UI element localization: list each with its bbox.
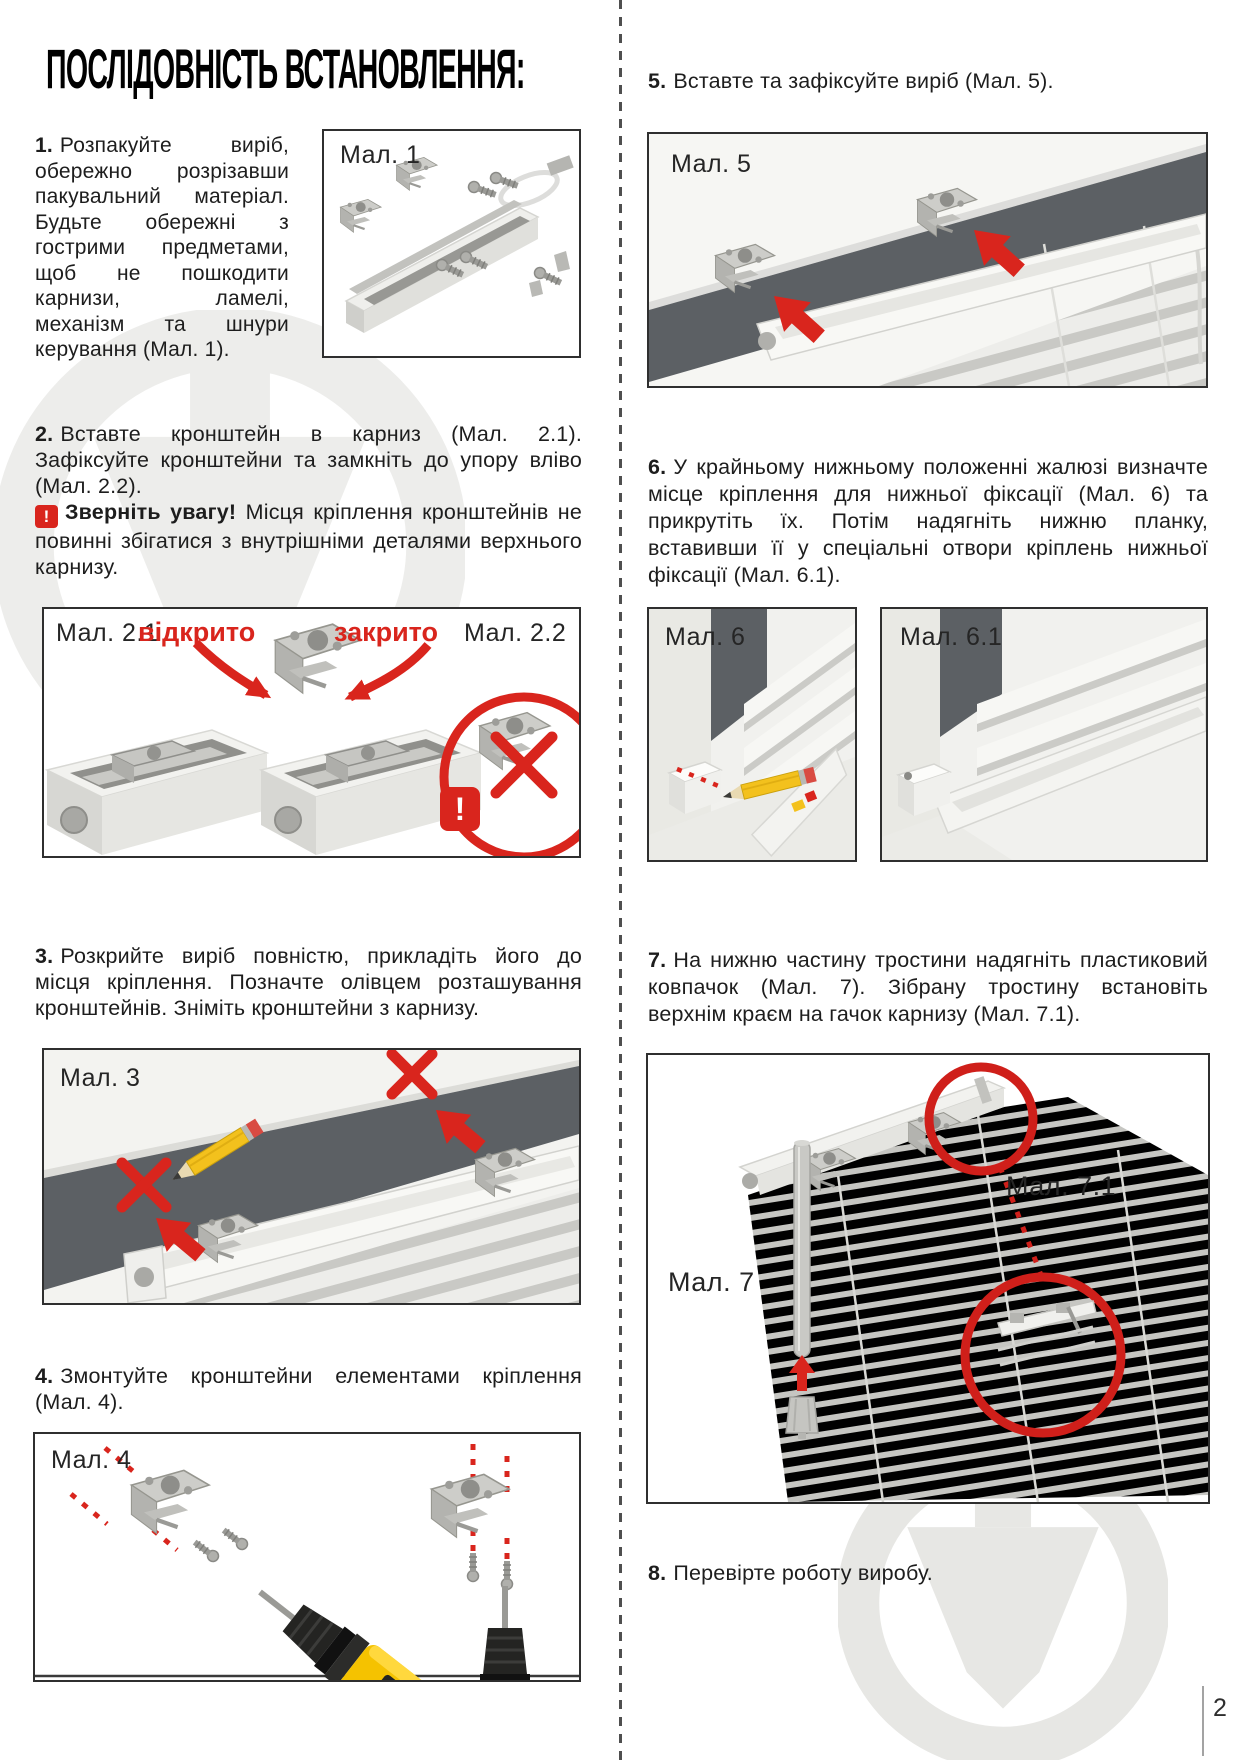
- step-text: Змонтуйте кронштейни елементами кріплення (Мал. 4).: [35, 1363, 582, 1414]
- warning-text: Місця кріплення кронштейнів не повинні збігатися з внутрішніми деталями верхнього карнизу.: [35, 499, 583, 579]
- figure-2-1-label: Мал. 2.1: [56, 619, 159, 647]
- step-number: 2.: [35, 421, 54, 446]
- figure-7-label: Мал. 7: [668, 1267, 755, 1297]
- step-text: Розкрийте виріб повністю, прикладіть його до місця кріплення. Позначте олівцем розташування кронштейнів. Зніміть кронштейни з карнизу.: [35, 943, 582, 1020]
- tilt-wand: [794, 1140, 810, 1357]
- step-3: [35, 943, 582, 1021]
- figure-2-2-label: Мал. 2.2: [464, 619, 567, 647]
- figure-6-1-label: Мал. 6.1: [900, 623, 1003, 651]
- wand-cap: [786, 1397, 818, 1439]
- step-8: [648, 1560, 1208, 1586]
- warning-label: Зверніть увагу!: [65, 499, 237, 524]
- state-open-label: відкрито: [138, 617, 256, 647]
- step-4: [35, 1363, 582, 1415]
- step-number: 1.: [35, 134, 53, 157]
- figure-6-label: Мал. 6: [665, 623, 746, 651]
- step-number: 3.: [35, 943, 54, 968]
- figure-6-1: [880, 607, 1208, 862]
- step-number: 4.: [35, 1363, 54, 1388]
- drill-icon: [191, 1568, 453, 1680]
- figure-7-1-label: Мал. 7.1: [1006, 1171, 1117, 1201]
- figure-2: [42, 607, 581, 858]
- step-text: Перевірте роботу виробу.: [673, 1560, 933, 1585]
- figure-5-label: Мал. 5: [671, 150, 752, 178]
- page-number: 2: [1213, 1694, 1227, 1722]
- step-text: Розпакуйте виріб, обережно розрізавши пакувальний матеріал. Будьте обережні з гострими предметами, щоб не пошкодити карнизи, ламелі, механізм та шнури керування (Мал. 1).: [35, 134, 289, 361]
- step-number: 6.: [648, 454, 667, 479]
- figure-1: [322, 129, 581, 358]
- figure-3: [42, 1048, 581, 1305]
- step-text: На нижню частину тростини надягніть пластиковий ковпачок (Мал. 7). Зібрану тростину встановіть верхнім краєм на гачок карнизу (Мал. 7.1).: [648, 947, 1208, 1026]
- page-number-divider: [1202, 1686, 1204, 1756]
- step-6: [648, 454, 1208, 589]
- column-divider: [619, 0, 622, 1760]
- step-2: [35, 421, 582, 580]
- step-text: У крайньому нижньому положенні жалюзі визначте місце кріплення для нижньої фіксації (Мал. 6) та прикрутіть їх. Потім надягніть нижню планку, вставивши її у спеціальні отвори кріплень нижньої фіксації (Мал. 6.1).: [648, 454, 1208, 587]
- step-number: 5.: [648, 68, 667, 93]
- step-number: 8.: [648, 1560, 667, 1585]
- step-text: Вставте та зафіксуйте виріб (Мал. 5).: [673, 68, 1054, 93]
- drill-icon: [475, 1586, 579, 1680]
- step-number: 7.: [648, 947, 667, 972]
- step-7: [648, 947, 1208, 1028]
- figure-4-label: Мал. 4: [51, 1446, 132, 1474]
- figure-3-label: Мал. 3: [60, 1064, 141, 1092]
- step-1: [35, 133, 289, 363]
- figure-6: [647, 607, 857, 862]
- step-text: Вставте кронштейн в карниз (Мал. 2.1). Зафіксуйте кронштейни та замкніть до упору вліво (Мал. 2.2).: [35, 421, 582, 498]
- warning-icon: !: [35, 505, 58, 528]
- figure-4: [33, 1432, 581, 1682]
- warning-icon: !: [440, 787, 480, 831]
- page-title: ПОСЛІДОВНІСТЬ ВСТАНОВЛЕННЯ:: [46, 38, 525, 101]
- figure-7: [646, 1053, 1210, 1504]
- figure-5: [647, 132, 1208, 388]
- state-closed-label: закрито: [334, 617, 439, 647]
- step-5: [648, 68, 1208, 94]
- figure-1-label: Мал. 1: [340, 141, 421, 169]
